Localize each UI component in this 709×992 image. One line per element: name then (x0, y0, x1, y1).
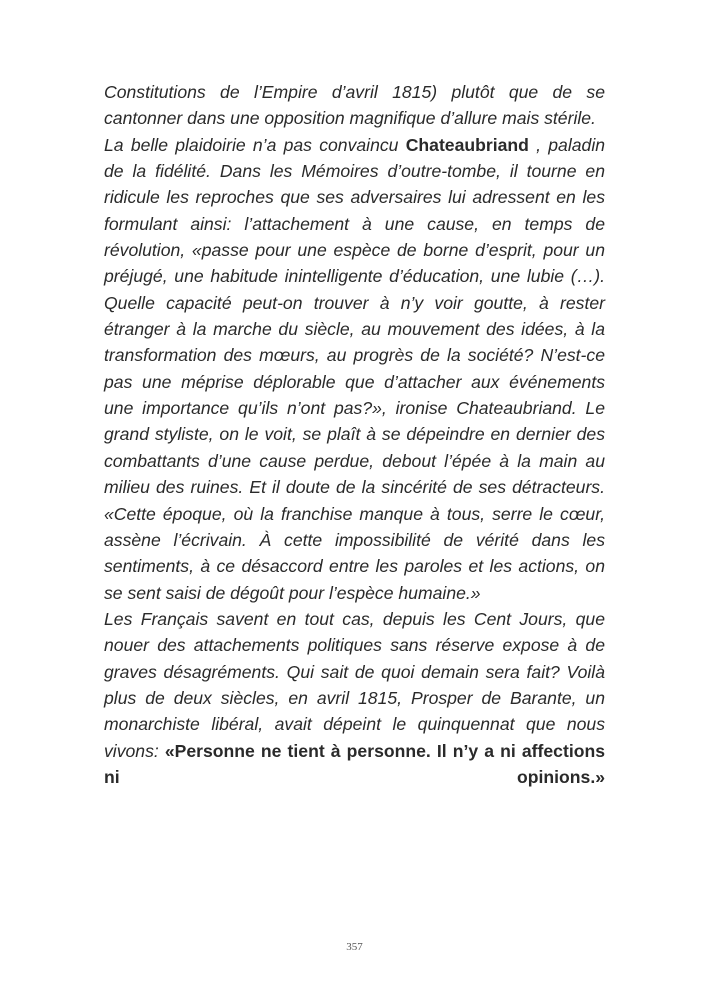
paragraph-2 (104, 132, 605, 606)
paragraph-2-body: , paladin de la fidélité. Dans les Mémoires d’outre-tombe, il tourne en ridicule les reproches que ses adversaires lui adressent en les formulant ainsi: l’attachement à une cause, en temps de révolution, «passe pour une espèce de borne d’esprit, pour un préjugé, une habitude inintelligente d’éducation, une lubie (…). Quelle capacité peut-on trouver à n’y voir goutte, à rester étranger à la marche du siècle, au mouvement des idées, à la transformation des mœurs, au progrès de la société? N’est-ce pas une méprise déplorable que d’attacher aux événements une importance qu’ils n’ont pas?», ironise Chateaubriand. Le grand styliste, on le voit, se plaît à se dépeindre en dernier des combattants d’une cause perdue, debout l’épée à la main au milieu des ruines. Et il doute de la sincérité de ses détracteurs. «Cette époque, où la franchise manque à tous, serre le cœur, assène l’écrivain. À cette impossibilité de vérité dans les sentiments, à ce désaccord entre les paroles et les actions, on se sent saisi de dégoût pour l’espèce humaine.» (104, 134, 606, 603)
page-body (104, 79, 605, 790)
paragraph-1: Constitutions de l’Empire d’avril 1815) plutôt que de se cantonner dans une opposition magnifique d’allure mais stérile. (104, 82, 605, 129)
page-number: 357 (346, 941, 363, 953)
paragraph-3-body: Les Français savent en tout cas, depuis les Cent Jours, que nouer des attachements politiques sans réserve expose à de graves désagréments. Qui sait de quoi demain sera fait? Voilà plus de deux siècles, en avril 1815, Prosper de Barante, un monarchiste libéral, avait dépeint le quinquennat que nous vivons: (104, 608, 605, 761)
paragraph-2-intro: La belle plaidoirie n’a pas convaincu (104, 134, 406, 155)
barante-quote: «Personne ne tient à personne. Il n’y a ni affections ni opinions.» (104, 740, 605, 787)
author-name-chateaubriand: Chateaubriand (405, 134, 529, 155)
paragraph-3 (104, 606, 605, 790)
